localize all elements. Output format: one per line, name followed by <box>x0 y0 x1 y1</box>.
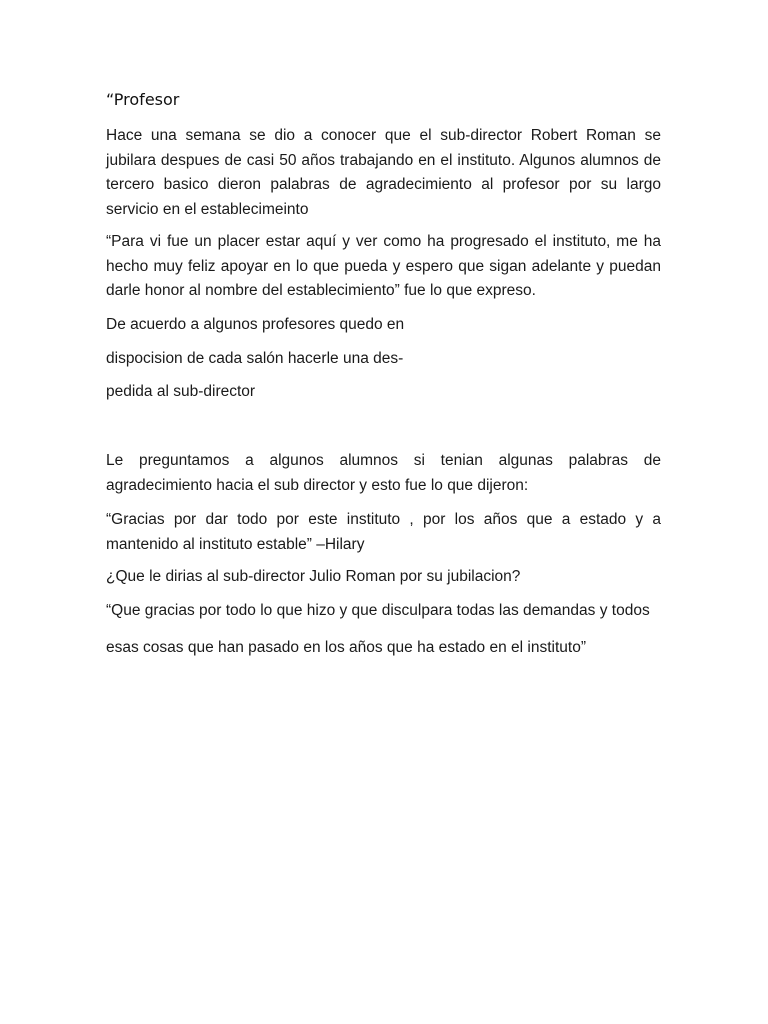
paragraph-retirement-announcement: Hace una semana se dio a conocer que el sub-director Robert Roman se jubilara despues de casi 50 años trabajando en el instituto. Algunos alumnos de tercero basico dieron palabras de agradecimiento al profesor por su largo servicio en el establecimeinto <box>106 127 661 218</box>
paragraph-teachers-line-1: De acuerdo a algunos profesores quedo en <box>106 316 405 333</box>
paragraph-teachers-line-2: dispocision de cada salón hacerle una des- <box>106 350 404 367</box>
paragraph-hilary-quote: “Gracias por dar todo por este instituto , por los años que a estado y a mantenido al instituto estable” –Hilary <box>106 511 661 553</box>
paragraph-answer-line-1: “Que gracias por todo lo que hizo y que disculpara todas las demandas y todos <box>106 602 650 619</box>
paragraph-question-julio: ¿Que le dirias al sub-director Julio Roman por su jubilacion? <box>106 568 521 585</box>
paragraph-teachers-line-3: pedida al sub-director <box>106 383 256 400</box>
paragraph-answer-line-2: esas cosas que han pasado en los años que ha estado en el instituto” <box>106 639 586 656</box>
paragraph-subdirector-quote: “Para vi fue un placer estar aquí y ver como ha progresado el instituto, me ha hecho muy feliz apoyar en lo que pueda y espero que sigan adelante y puedan darle honor al nombre del establecimiento” fue lo que expreso. <box>106 233 661 299</box>
document-heading: “Profesor <box>106 90 180 109</box>
paragraph-student-question: Le preguntamos a algunos alumnos si tenian algunas palabras de agradecimiento hacia el sub director y esto fue lo que dijeron: <box>106 452 661 494</box>
